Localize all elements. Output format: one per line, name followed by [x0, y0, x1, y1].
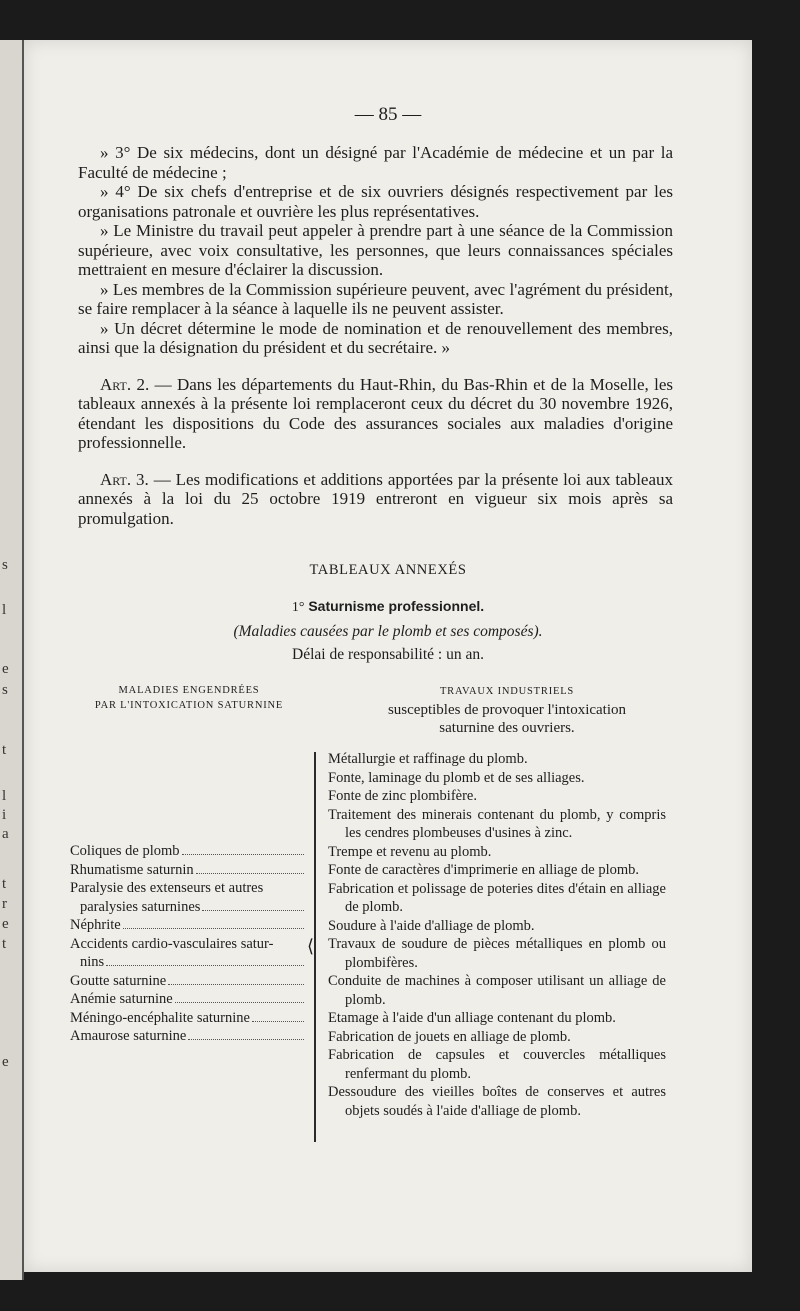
section-subtitle: (Maladies causées par le plomb et ses composés).: [233, 623, 543, 640]
work-item: Fonte de zinc plombifère.: [328, 788, 477, 804]
section-number: 1°: [291, 600, 305, 615]
article-text: — Dans les départements du Haut-Rhin, du Bas-Rhin et de la Moselle, les tableaux annexés à la présente loi remplaceront ceux du décret du 30 novembre 1926, étendant les dispositions du Code des assurances sociales aux maladies d'origine professionnelle.: [78, 374, 674, 452]
disease-item: [70, 1009, 304, 1028]
work-item: Traitement des minerais contenant du plomb, y compris les cendres plombeuses d'usines à zinc.: [328, 806, 666, 841]
work-item: Fonte, laminage du plomb et de ses alliages.: [328, 769, 585, 786]
paragraph: » 3° De six médecins, dont un désigné par l'Académie de médecine et un par la Faculté de médecine ;: [78, 143, 673, 182]
disease-label: Accidents cardio-vasculaires satur-: [70, 935, 274, 952]
works-column-header: [342, 683, 672, 737]
work-item: Fabrication de jouets en alliage de plomb.: [328, 1028, 571, 1045]
article-3: [78, 470, 673, 529]
annex-title: TABLEAUX ANNEXÉS: [309, 562, 467, 578]
header-line: susceptibles de provoquer l'intoxication: [387, 702, 627, 718]
margin-fragment: t: [2, 936, 7, 952]
article-label: Art. 2.: [100, 374, 150, 394]
disease-item: [70, 842, 304, 861]
margin-fragment: i: [2, 807, 7, 823]
header-line: PAR L'INTOXICATION SATURNINE: [94, 700, 284, 711]
dot-leader: [182, 853, 304, 855]
disease-label: Néphrite: [70, 917, 121, 933]
article-2: [78, 375, 673, 453]
disease-item: [70, 861, 304, 880]
work-item: Etamage à l'aide d'un alliage contenant du plomb.: [328, 1010, 616, 1026]
dot-leader: [188, 1038, 304, 1040]
disease-label: Amaurose saturnine: [70, 1028, 187, 1044]
dot-leader: [196, 872, 304, 874]
margin-fragment: l: [2, 602, 7, 618]
disease-continuation: [70, 953, 304, 972]
diseases-list: [70, 842, 304, 1046]
work-item: Métallurgie et raffinage du plomb.: [328, 751, 528, 767]
margin-fragment: e: [2, 661, 9, 677]
disease-label: Méningo-encéphalite saturnine: [70, 1009, 250, 1026]
work-item: Fabrication de capsules et couvercles métalliques renfermant du plomb.: [328, 1047, 666, 1082]
header-line: saturnine des ouvriers.: [439, 720, 575, 736]
disease-label: Anémie saturnine: [70, 991, 173, 1007]
margin-fragment: s: [2, 682, 8, 698]
diseases-column-header: [64, 683, 314, 713]
work-item: Travaux de soudure de pièces métalliques en plomb ou plombifères.: [328, 936, 666, 971]
work-item: Conduite de machines à composer utilisant un alliage de plomb.: [328, 973, 666, 1008]
brace-line: [314, 752, 316, 1142]
header-line: MALADIES ENGENDRÉES: [118, 685, 260, 696]
header-line: TRAVAUX INDUSTRIELS: [439, 686, 575, 697]
brace-tip: ⟨: [307, 936, 315, 956]
paragraph: » Un décret détermine le mode de nomination et de renouvellement des membres, ainsi que la désignation du président et du secrétaire. »: [78, 318, 673, 357]
disease-label-continued: paralysies saturnines: [80, 898, 201, 915]
work-item: Fonte de caractères d'imprimerie en alliage de plomb.: [328, 862, 640, 878]
work-item: Soudure à l'aide d'alliage de plomb.: [328, 917, 535, 934]
facing-page-edge: [0, 40, 24, 1280]
margin-fragment: t: [2, 876, 7, 892]
section-title-text: Saturnisme professionnel.: [308, 598, 485, 614]
margin-fragment: r: [2, 896, 7, 912]
disease-item: [70, 972, 304, 991]
margin-fragment: l: [2, 788, 7, 804]
dot-leader: [202, 909, 304, 911]
disease-label: Paralysie des extenseurs et autres: [70, 880, 264, 896]
page-number: — 85 —: [354, 104, 422, 125]
margin-fragment: s: [2, 557, 8, 573]
paragraph: » Le Ministre du travail peut appeler à prendre part à une séance de la Commission supérieure, avec voix consultative, les personnes, que leurs connaissances spéciales mettraient en mesure d'éclairer la discussion.: [78, 221, 673, 279]
disease-item: [70, 916, 304, 935]
works-list: [328, 750, 666, 1120]
work-item: Fabrication et polissage de poteries dites d'étain en alliage de plomb.: [328, 880, 666, 915]
dot-leader: [252, 1020, 304, 1022]
dot-leader: [168, 983, 304, 985]
disease-item: [70, 1027, 304, 1046]
disease-label-continued: nins: [80, 954, 105, 970]
margin-fragment: a: [2, 826, 9, 842]
margin-fragment: e: [2, 916, 9, 932]
margin-fragment: e: [2, 1054, 9, 1070]
disease-item: [70, 935, 304, 972]
article-text: — Les modifications et additions apportées par la présente loi aux tableaux annexés à la loi du 25 octobre 1919 entreront en vigueur six mois après sa promulgation.: [78, 469, 674, 528]
disease-label: Coliques de plomb: [70, 843, 180, 859]
disease-label: Rhumatisme saturnin: [70, 861, 194, 878]
work-item: Trempe et revenu au plomb.: [328, 843, 492, 860]
responsibility-delay: Délai de responsabilité : un an.: [292, 646, 484, 663]
work-item: Dessoudure des vieilles boîtes de conserves et autres objets soudés à l'aide d'alliage de plomb.: [328, 1084, 666, 1119]
paragraph: » Les membres de la Commission supérieure peuvent, avec l'agrément du président, se faire remplacer à la séance à laquelle ils ne peuvent assister.: [78, 279, 673, 318]
disease-label: Goutte saturnine: [70, 972, 167, 989]
paragraph: » 4° De six chefs d'entreprise et de six ouvriers désignés respectivement par les organisations patronale et ouvrière les plus représentatives.: [78, 182, 673, 221]
disease-continuation: [70, 898, 304, 917]
disease-item: [70, 990, 304, 1009]
margin-fragment: t: [2, 742, 7, 758]
dot-leader: [175, 1001, 304, 1003]
dot-leader: [106, 964, 304, 966]
disease-item: [70, 879, 304, 916]
article-label: Art. 3.: [100, 469, 149, 489]
section-title: [24, 598, 752, 616]
document-page: [24, 40, 752, 1272]
law-text: [78, 143, 673, 528]
dot-leader: [123, 927, 304, 929]
